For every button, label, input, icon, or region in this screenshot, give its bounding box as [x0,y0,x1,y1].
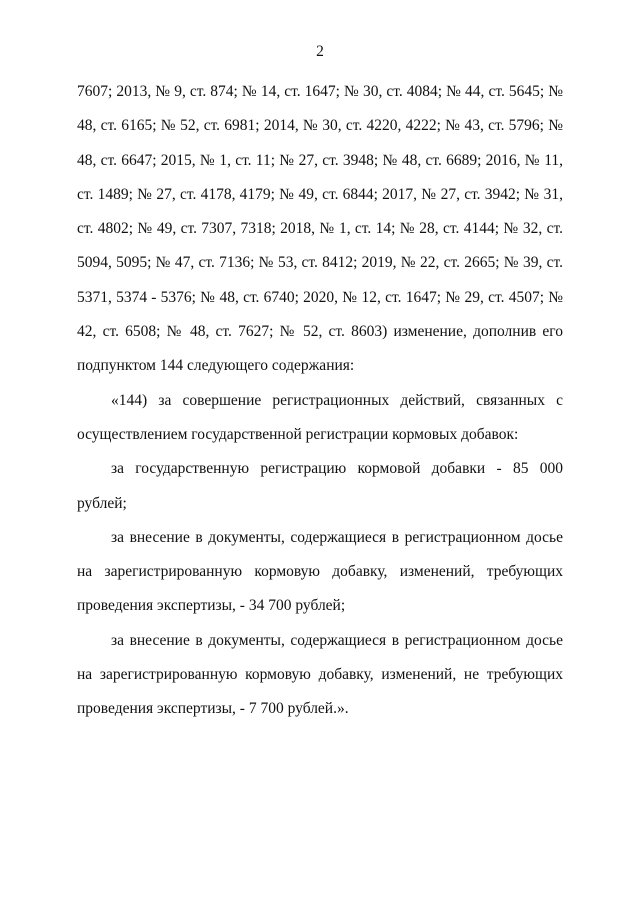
paragraph-changes-with-expertise-fee: за внесение в документы, содержащиеся в регистрационном досье на зарегистрированную кормовую добавку, изменений, требующих проведения экспертизы, - 34 700 рублей; [77,528,563,615]
paragraph-changes-without-expertise-fee: за внесение в документы, содержащиеся в регистрационном досье на зарегистрированную кормовую добавку, изменений, не требующих проведения экспертизы, - 7 700 рублей.». [77,631,563,718]
paragraph-registration-fee: за государственную регистрацию кормовой добавки - 85 000 рублей; [77,460,563,512]
document-body [77,75,563,727]
paragraph-legal-references: 7607; 2013, № 9, ст. 874; № 14, ст. 1647; № 30, ст. 4084; № 44, ст. 5645; № 48, ст. 6165; № 52, ст. 6981; 2014, № 30, ст. 4220, 4222; № 43, ст. 5796; № 48, ст. 6647; 2015, № 1, ст. 11; № 27, ст. 3948; № 48, ст. 6689; 2016, № 11, ст. 1489; № 27, ст. 4178, 4179; № 49, ст. 6844; 2017, № 27, ст. 3942; № 31, ст. 4802; № 49, ст. 7307, 7318; 2018, № 1, ст. 14; № 28, ст. 4144; № 32, ст. 5094, 5095; № 47, ст. 7136; № 53, ст. 8412; 2019, № 22, ст. 2665; № 39, ст. 5371, 5374 - 5376; № 48, ст. 6740; 2020, № 12, ст. 1647; № 29, ст. 4507; № 42, ст. 6508; № 48, ст. 7627; № 52, ст. 8603) изменение, дополнив его подпунктом 144 следующего содержания: [77,83,563,375]
page-number: 2 [316,43,324,60]
paragraph-subitem-144: «144) за совершение регистрационных действий, связанных с осуществлением государственной регистрации кормовых добавок: [77,391,563,443]
